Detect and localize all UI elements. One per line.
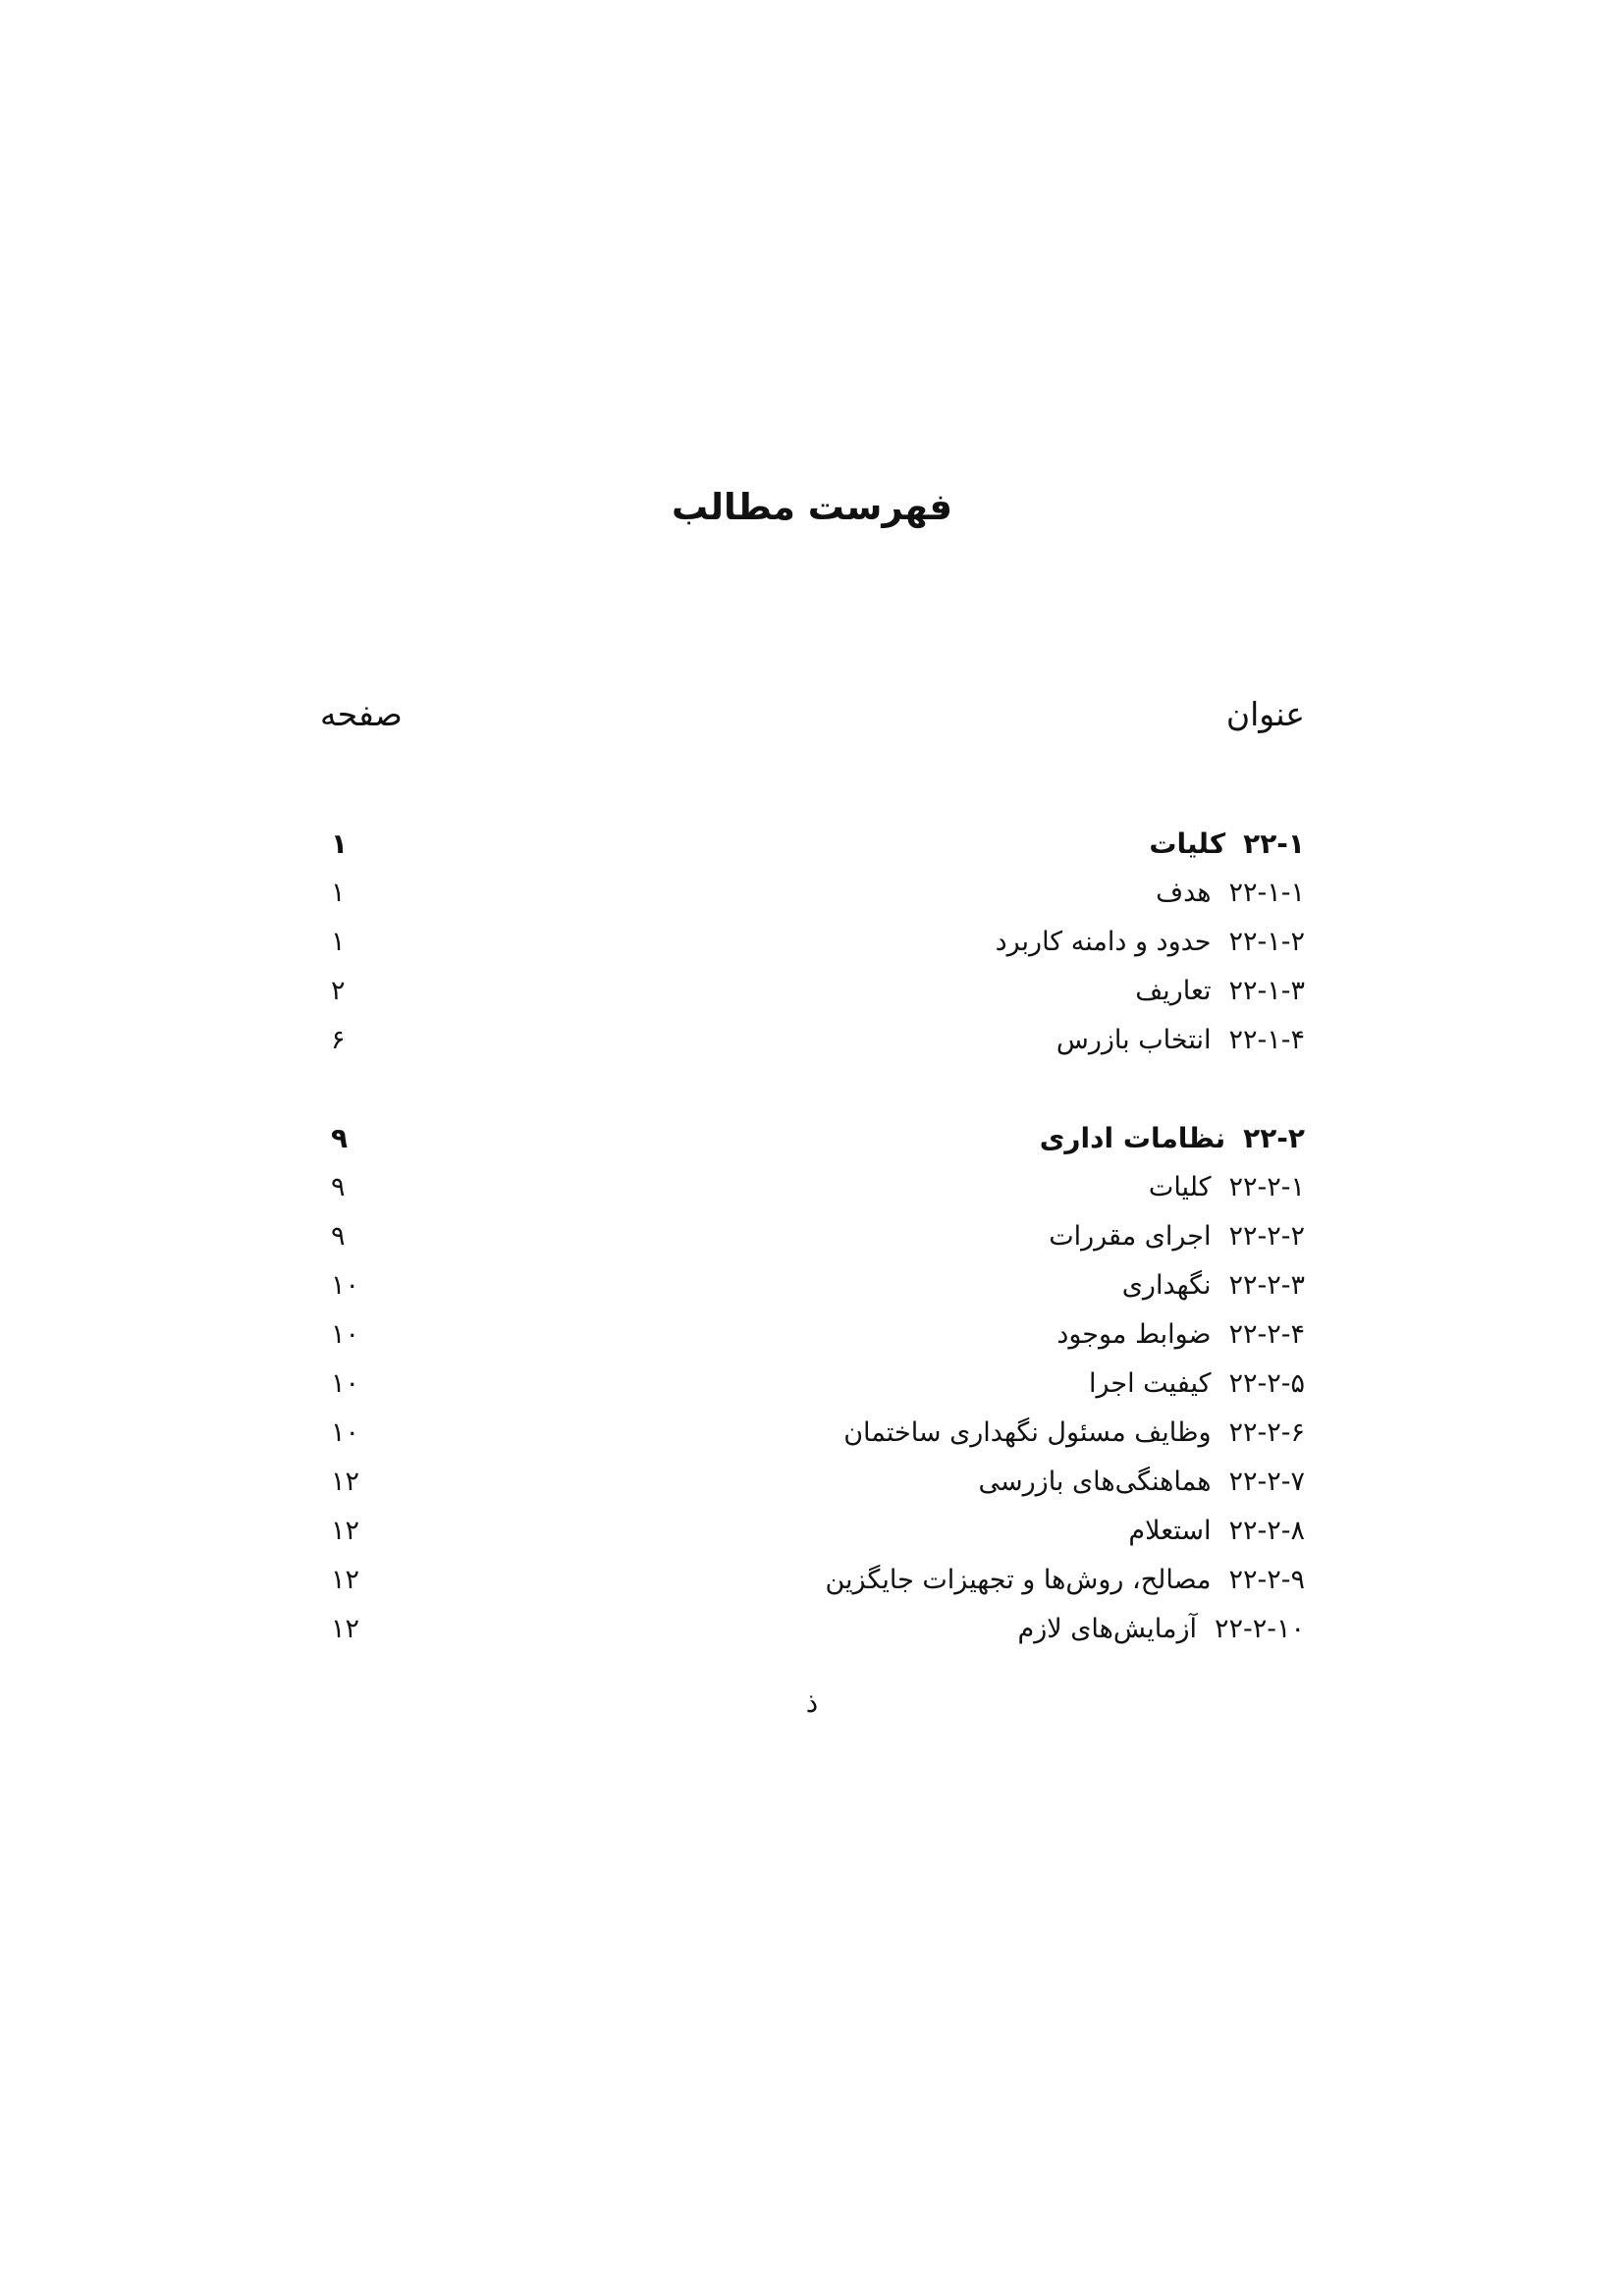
entry-title: هدف <box>1156 878 1212 908</box>
page-title: فهرست مطالب <box>671 486 952 528</box>
section-title: نظامات اداری <box>1039 1122 1226 1154</box>
entry-title: ضوابط موجود <box>1056 1319 1212 1350</box>
page-number: ۱ <box>331 828 349 860</box>
page-number: ۱ <box>331 927 346 957</box>
table-of-contents <box>319 820 1305 1703</box>
toc-section-heading[interactable] <box>319 1114 1305 1163</box>
page-number: ۱۲ <box>331 1614 360 1644</box>
page-number: ۲ <box>331 976 346 1006</box>
toc-entry[interactable] <box>319 1605 1305 1654</box>
column-header-page: صفحه <box>320 695 403 733</box>
entry-title: حدود و دامنه کاربرد <box>995 927 1212 957</box>
page-number: ۹ <box>331 1221 346 1252</box>
toc-entry[interactable] <box>319 1507 1305 1556</box>
entry-title: کلیات <box>1148 1172 1212 1202</box>
entry-number: ۲۲-۲-۲ <box>1228 1221 1305 1252</box>
entry-number: ۲۲-۱-۱ <box>1228 878 1305 908</box>
entry-number: ۲۲-۲-۳ <box>1228 1270 1305 1301</box>
entry-number: ۲۲-۱-۴ <box>1228 1025 1305 1055</box>
page-number: ۱۰ <box>331 1368 360 1399</box>
entry-title: وظایف مسئول نگهداری ساختمان <box>843 1417 1212 1448</box>
entry-title: کیفیت اجرا <box>1089 1368 1212 1399</box>
page-number: ۱ <box>331 878 346 908</box>
page-number: ۱۰ <box>331 1417 360 1448</box>
toc-entry[interactable] <box>319 1261 1305 1310</box>
section-number: ۲۲-۲ <box>1243 1122 1305 1154</box>
toc-entry[interactable] <box>319 1163 1305 1212</box>
toc-entry[interactable] <box>319 1212 1305 1261</box>
toc-entry[interactable] <box>319 1556 1305 1605</box>
entry-title: استعلام <box>1128 1516 1212 1546</box>
toc-section-heading[interactable] <box>319 820 1305 869</box>
entry-title: نگهداری <box>1121 1270 1212 1301</box>
toc-entry[interactable] <box>319 1360 1305 1409</box>
page-number: ۱۲ <box>331 1516 360 1546</box>
entry-number: ۲۲-۱-۲ <box>1228 927 1305 957</box>
page-number: ۱۲ <box>331 1565 360 1595</box>
toc-section <box>319 1114 1305 1654</box>
column-header-title: عنوان <box>1225 695 1305 733</box>
entry-title: اجرای مقررات <box>1049 1221 1212 1252</box>
section-number: ۲۲-۱ <box>1243 828 1305 860</box>
toc-entry[interactable] <box>319 1409 1305 1458</box>
section-title: کلیات <box>1149 828 1226 860</box>
toc-section <box>319 820 1305 1065</box>
entry-title: آزمایش‌های لازم <box>1017 1614 1197 1644</box>
page-number: ۹ <box>331 1172 346 1202</box>
entry-title: انتخاب بازرس <box>1056 1025 1212 1055</box>
entry-number: ۲۲-۱-۳ <box>1228 976 1305 1006</box>
page-number: ۶ <box>331 1025 346 1055</box>
toc-entry[interactable] <box>319 918 1305 967</box>
toc-entry[interactable] <box>319 1310 1305 1360</box>
toc-entry[interactable] <box>319 967 1305 1016</box>
page-number: ۱۰ <box>331 1319 360 1350</box>
entry-number: ۲۲-۲-۹ <box>1228 1565 1305 1595</box>
toc-entry[interactable] <box>319 1016 1305 1065</box>
entry-title: هماهنگی‌های بازرسی <box>978 1467 1212 1497</box>
entry-number: ۲۲-۲-۱ <box>1228 1172 1305 1202</box>
entry-number: ۲۲-۲-۶ <box>1228 1417 1305 1448</box>
page-folio: ذ <box>805 1686 819 1719</box>
entry-number: ۲۲-۲-۷ <box>1228 1467 1305 1497</box>
page-number: ۱۲ <box>331 1467 360 1497</box>
toc-entry[interactable] <box>319 1458 1305 1507</box>
entry-title: مصالح، روش‌ها و تجهیزات جایگزین <box>825 1565 1212 1595</box>
toc-entry[interactable] <box>319 869 1305 918</box>
entry-title: تعاریف <box>1135 976 1212 1006</box>
entry-number: ۲۲-۲-۸ <box>1228 1516 1305 1546</box>
page-number: ۹ <box>331 1122 349 1154</box>
entry-number: ۲۲-۲-۱۰ <box>1215 1614 1305 1644</box>
entry-number: ۲۲-۲-۵ <box>1228 1368 1305 1399</box>
page-number: ۱۰ <box>331 1270 360 1301</box>
entry-number: ۲۲-۲-۴ <box>1228 1319 1305 1350</box>
